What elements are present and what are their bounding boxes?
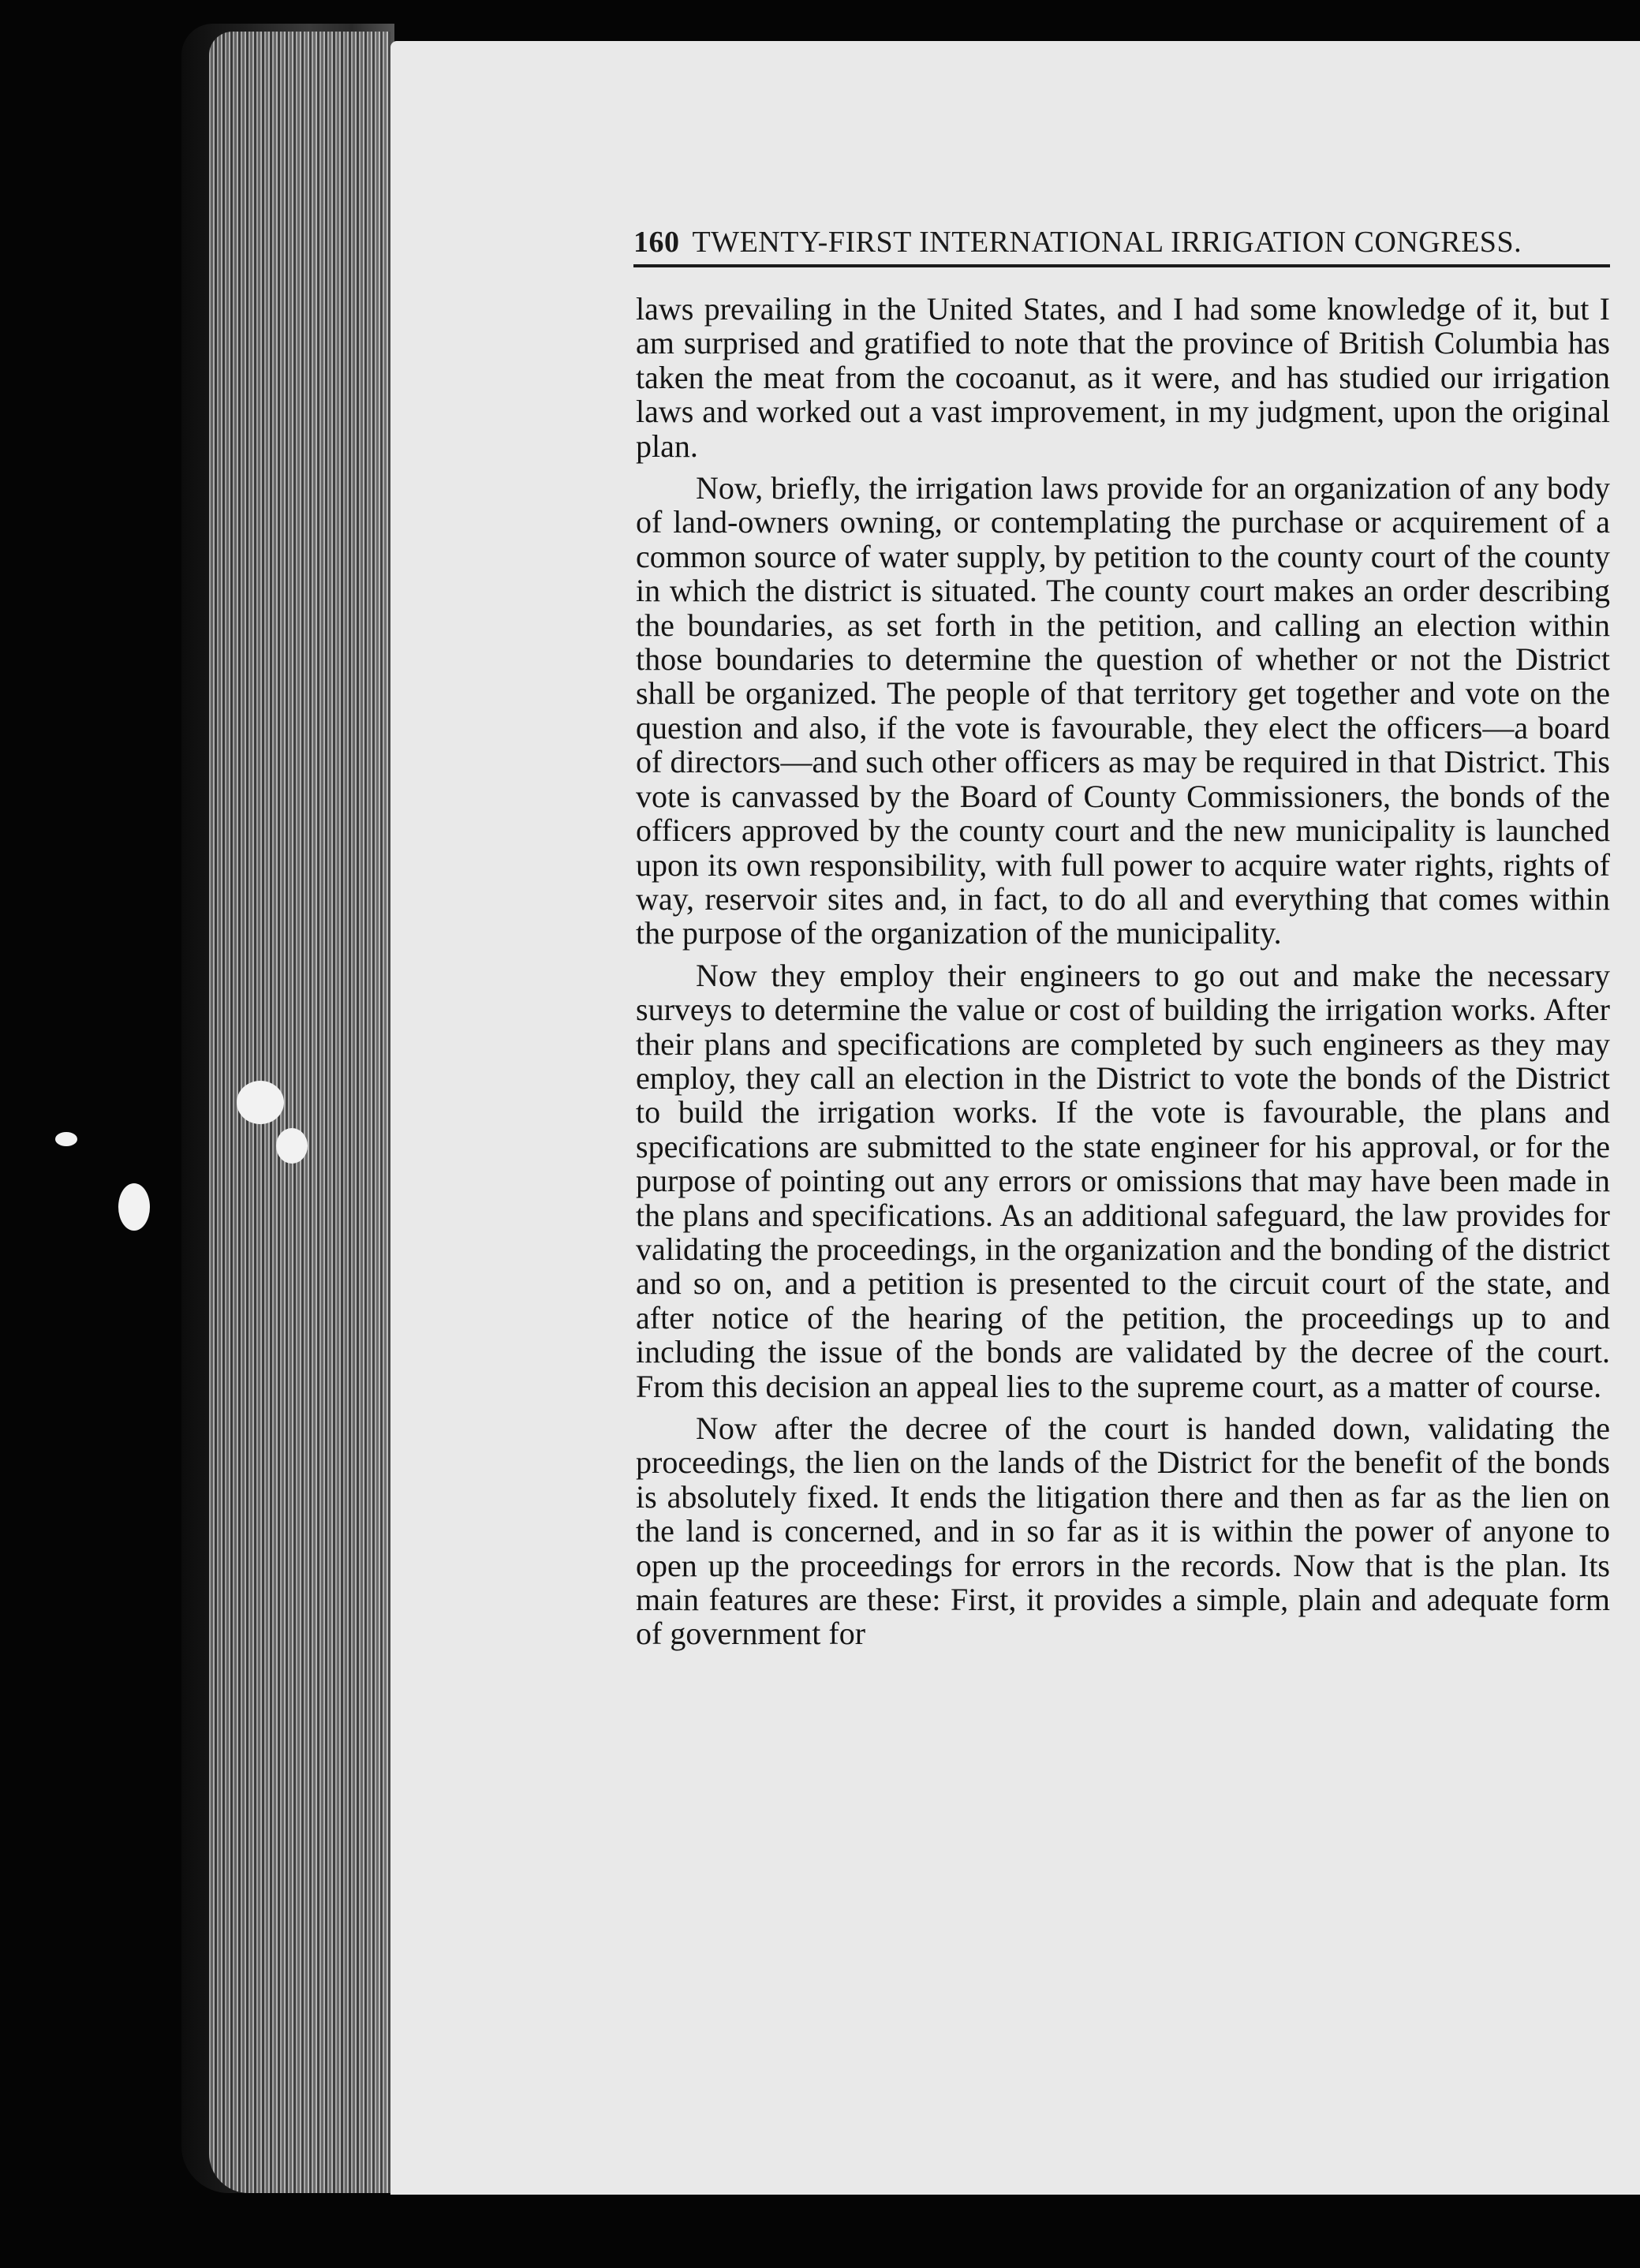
paragraph: laws prevailing in the United States, and I had some knowledge of it, but I am surprised and gratified to note that the province of British Columbia has taken the meat from the cocoanut, as it were, and has studied our irrigation laws and worked out a vast improvement, in my judgment, upon the original plan. bbox=[636, 291, 1610, 464]
margin-speck bbox=[118, 1183, 150, 1231]
margin-speck bbox=[237, 1081, 284, 1124]
body-text bbox=[636, 292, 1610, 1659]
margin-speck bbox=[276, 1128, 308, 1164]
paragraph: Now, briefly, the irrigation laws provide for an organization of any body of land-owners owning, or contemplating the purchase or acquirement of a common source of water supply, by petition to the county court of the county in which the district is situated. The county court makes an order describing the boundaries, as set forth in the petition, and calling an election within those boundaries to determine the question of whether or not the District shall be organized. The people of that territory get together and vote on the question and also, if the vote is favourable, they elect the officers—a board of directors—and such other officers as may be required in that District. This vote is canvassed by the Board of County Commissioners, the bonds of the officers approved by the county court and the new municipality is launched upon its own responsibility, with full power to acquire water rights, rights of way, reservoir sites and, in fact, to do all and everything that comes within the purpose of the organization of the municipality. bbox=[636, 470, 1610, 951]
page-edges bbox=[209, 32, 390, 2193]
margin-speck bbox=[55, 1132, 77, 1146]
paragraph: Now after the decree of the court is handed down, validating the proceedings, the lien on the lands of the District for the benefit of the bonds is absolutely fixed. It ends the litigation there and then as far as the lien on the land is concerned, and in so far as it is within the power of anyone to open up the proceedings for errors in the records. Now that is the plan. Its main features are these: First, it provides a simple, plain and adequate form of government for bbox=[636, 1410, 1610, 1652]
running-title: TWENTY-FIRST INTERNATIONAL IRRIGATION CONGRESS. bbox=[692, 226, 1522, 259]
paragraph: Now they employ their engineers to go out and make the necessary surveys to determine the value or cost of building the irrigation works. After their plans and specifications are completed by such engineers as they may employ, they call an election in the District to vote the bonds of the District to build the irrigation works. If the vote is favourable, the plans and specifications are submitted to the state engineer for his approval, or for the purpose of pointing out any errors or omissions that may have been made in the plans and specifications. As an additional safeguard, the law provides for validating the proceedings, in the organization and the bonding of the district and so on, and a petition is presented to the circuit court of the state, and after notice of the hearing of the petition, the proceedings up to and including the issue of the bonds are validated by the decree of the court. From this decision an appeal lies to the supreme court, as a matter of course. bbox=[636, 957, 1610, 1404]
page-number: 160 bbox=[633, 226, 680, 259]
running-header bbox=[633, 223, 1610, 267]
